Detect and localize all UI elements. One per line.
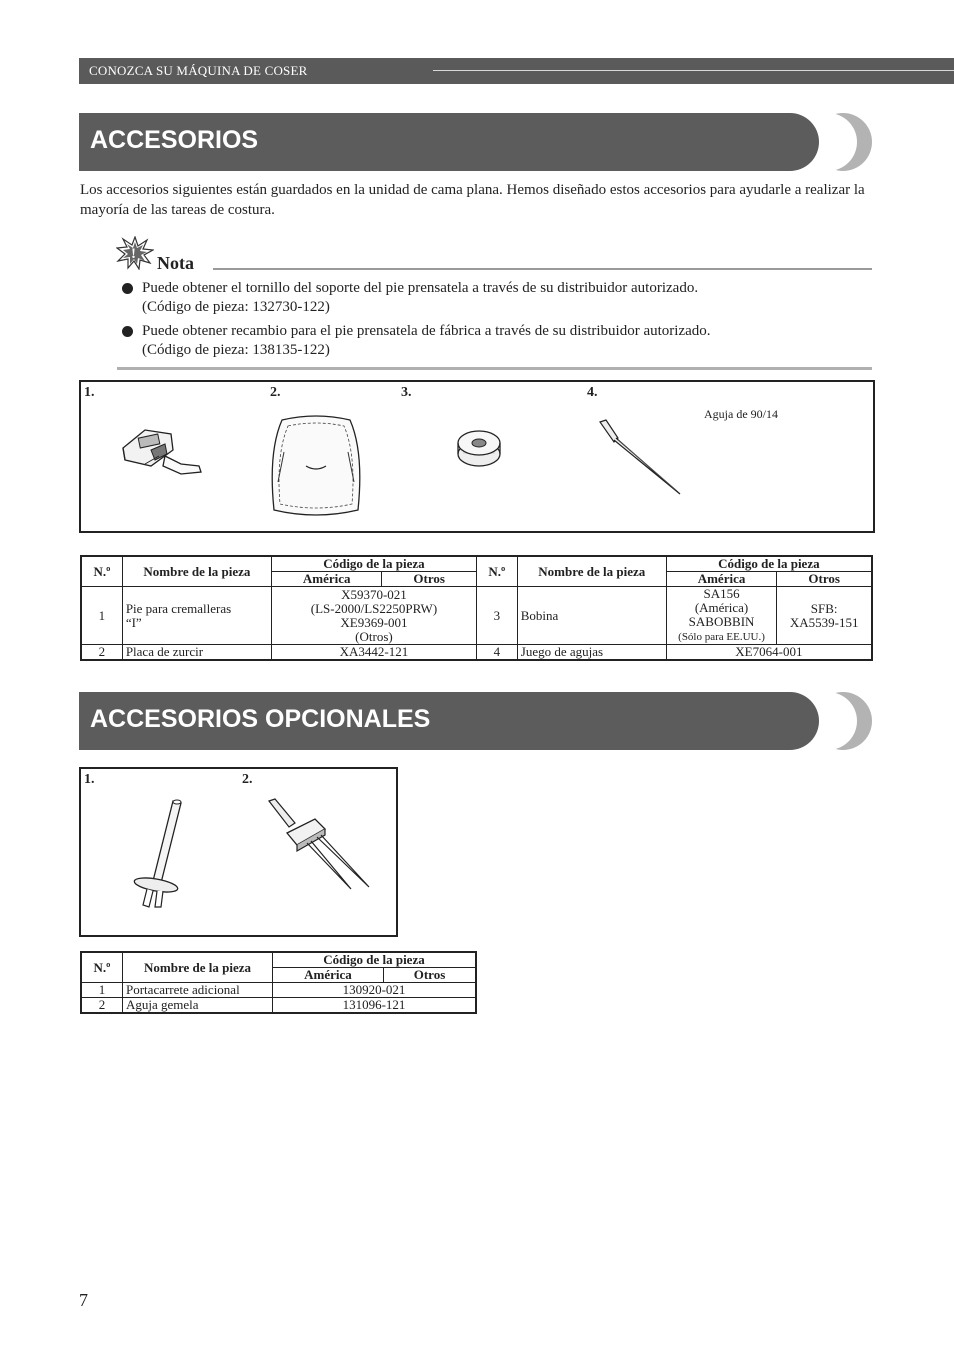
cell-code-line: (Sólo para EE.UU.) bbox=[678, 631, 765, 643]
th-otros: Otros bbox=[382, 572, 477, 587]
nota-item-text: Puede obtener recambio para el pie prensatela de fábrica a través de su distribuidor autorizado. bbox=[142, 323, 711, 339]
section-header-label: CONOZCA SU MÁQUINA DE COSER bbox=[89, 63, 308, 78]
cell-code-line: SFB: bbox=[810, 600, 838, 616]
figure-num: 1. bbox=[84, 385, 95, 400]
nota-item bbox=[120, 279, 872, 317]
nota-item bbox=[120, 322, 872, 360]
th-otros: Otros bbox=[384, 968, 477, 983]
cell-no: 4 bbox=[476, 645, 517, 661]
cell-name bbox=[122, 587, 271, 645]
zipper-foot-icon bbox=[115, 420, 205, 480]
accesorios-table bbox=[80, 555, 873, 661]
figure-num: 4. bbox=[587, 385, 598, 400]
cell-name-line: “I” bbox=[125, 614, 142, 630]
header-rule bbox=[433, 70, 954, 71]
cell-code-line: XA5539-151 bbox=[789, 614, 859, 630]
bullet-icon bbox=[122, 283, 133, 294]
needle-icon bbox=[596, 418, 686, 498]
opcionales-banner bbox=[79, 692, 871, 750]
cell-code-line: XE9369-001 bbox=[340, 614, 408, 630]
cell-code bbox=[271, 587, 476, 645]
cell-name: Aguja gemela bbox=[123, 998, 273, 1014]
th-code: Código de la pieza bbox=[271, 556, 476, 572]
cell-name: Juego de agujas bbox=[517, 645, 666, 661]
banner-pill bbox=[79, 113, 819, 171]
needle-caption: Aguja de 90/14 bbox=[704, 407, 778, 421]
figure-num: 2. bbox=[270, 385, 281, 400]
table-row bbox=[81, 998, 476, 1014]
cell-code-line: (LS-2000/LS2250PRW) bbox=[310, 600, 438, 616]
cell-otros bbox=[777, 587, 872, 645]
cell-code-line: (Otros) bbox=[355, 628, 393, 644]
nota-bottom-rule bbox=[117, 367, 872, 370]
th-america: América bbox=[271, 572, 382, 587]
nota-star-icon bbox=[116, 236, 154, 270]
bullet-icon bbox=[122, 326, 133, 337]
cell-no: 1 bbox=[81, 983, 123, 998]
nota-item-text: Puede obtener el tornillo del soporte del pie prensatela a través de su distribuidor autorizado. bbox=[142, 280, 699, 296]
cell-code-line: X59370-021 bbox=[341, 586, 407, 602]
opcionales-table bbox=[80, 951, 477, 1014]
table-row bbox=[81, 587, 872, 645]
cell-code-line: SABOBBIN bbox=[688, 614, 755, 629]
section-header-bar bbox=[79, 58, 954, 84]
opcionales-figure bbox=[79, 767, 398, 937]
th-no: N.º bbox=[81, 556, 122, 587]
table-row bbox=[81, 645, 872, 661]
accesorios-intro: Los accesorios siguientes están guardados en la unidad de cama plana. Hemos diseñado estos accesorios para ayudarle a realizar la mayoría de las tareas de costura. bbox=[80, 182, 865, 218]
th-name: Nombre de la pieza bbox=[122, 556, 271, 587]
figure-num: 1. bbox=[84, 772, 95, 787]
banner-pill bbox=[79, 692, 819, 750]
darning-plate-icon bbox=[266, 412, 366, 520]
accesorios-banner bbox=[79, 113, 871, 171]
nota-item-code: (Código de pieza: 132730-122) bbox=[142, 299, 330, 315]
th-america: América bbox=[273, 968, 384, 983]
cell-code-line: (América) bbox=[694, 600, 749, 615]
cell-name: Portacarrete adicional bbox=[123, 983, 273, 998]
spool-pin-icon bbox=[127, 797, 197, 915]
opcionales-title: ACCESORIOS OPCIONALES bbox=[90, 705, 431, 733]
cell-no: 3 bbox=[476, 587, 517, 645]
cell-america bbox=[666, 587, 777, 645]
th-name: Nombre de la pieza bbox=[123, 952, 273, 983]
nota-list bbox=[120, 279, 872, 365]
th-code: Código de la pieza bbox=[273, 952, 477, 968]
page-number: 7 bbox=[79, 1290, 88, 1310]
th-america: América bbox=[666, 572, 777, 587]
th-otros: Otros bbox=[777, 572, 872, 587]
cell-code: XE7064-001 bbox=[666, 645, 872, 661]
cell-no: 2 bbox=[81, 998, 123, 1014]
accesorios-title: ACCESORIOS bbox=[90, 126, 259, 154]
th-no: N.º bbox=[476, 556, 517, 587]
cell-code: XA3442-121 bbox=[271, 645, 476, 661]
cell-name: Placa de zurcir bbox=[122, 645, 271, 661]
cell-no: 2 bbox=[81, 645, 122, 661]
figure-num: 2. bbox=[242, 772, 253, 787]
accesorios-figure bbox=[79, 380, 875, 533]
cell-no: 1 bbox=[81, 587, 122, 645]
svg-text:!: ! bbox=[131, 246, 136, 262]
cell-code: 130920-021 bbox=[273, 983, 477, 998]
cell-name: Bobina bbox=[517, 587, 666, 645]
nota-title: Nota bbox=[157, 253, 194, 273]
cell-code: 131096-121 bbox=[273, 998, 477, 1014]
cell-name-line: Pie para cremalleras bbox=[125, 600, 232, 616]
figure-num: 3. bbox=[401, 385, 412, 400]
th-code: Código de la pieza bbox=[666, 556, 872, 572]
cell-code-line: SA156 bbox=[703, 586, 740, 601]
th-no: N.º bbox=[81, 952, 123, 983]
twin-needle-icon bbox=[265, 797, 377, 897]
table-row bbox=[81, 983, 476, 998]
nota-rule bbox=[213, 268, 872, 270]
th-name: Nombre de la pieza bbox=[517, 556, 666, 587]
bobbin-icon bbox=[454, 428, 504, 470]
nota-item-code: (Código de pieza: 138135-122) bbox=[142, 342, 330, 358]
